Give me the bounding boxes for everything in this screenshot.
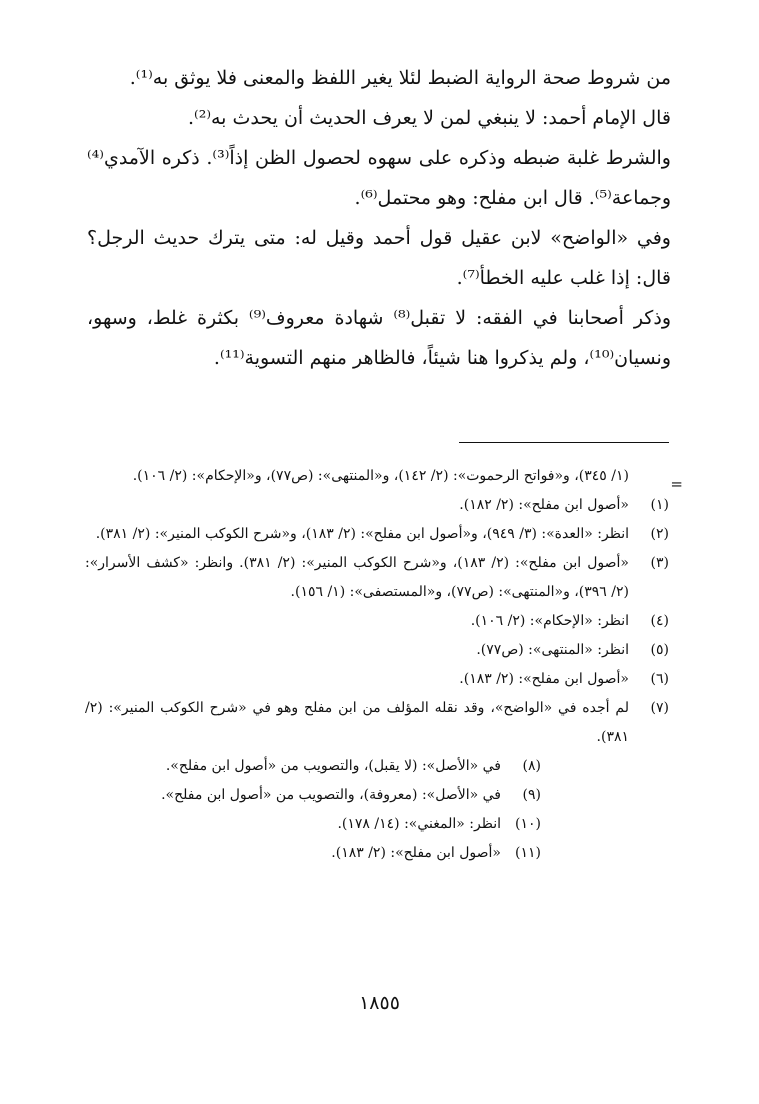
footnote-number: (٨) (522, 758, 541, 774)
footnote-4 (85, 607, 669, 636)
footnote-text: لم أجده في «الواضح»، وقد نقله المؤلف من ابن مفلح وهو في «شرح الكوكب المنير»: (٢/ ٣٨١). (85, 700, 629, 745)
footnote-number: (٧) (650, 700, 669, 716)
footnote-continuation-mark: = (670, 475, 683, 493)
footnote-9 (85, 781, 541, 810)
footnote-text: «أصول ابن مفلح»: (٢/ ١٨٢). (459, 497, 629, 513)
footnote-6 (85, 665, 669, 694)
paragraph-5: وذكر أصحابنا في الفقه: لا تقبل⁽⁸⁾ شهادة معروف⁽⁹⁾ بكثرة غلط، وسهو، ونسيان⁽¹⁰⁾، ولم يذكروا هنا شيئاً، فالظاهر منهم التسوية⁽¹¹⁾. (87, 307, 671, 369)
footnote-text: في «الأصل»: (لا يقبل)، والتصويب من «أصول ابن مفلح». (165, 758, 501, 774)
footnote-number: (٥) (650, 642, 669, 658)
footnotes (85, 462, 669, 868)
footnote-number: (١) (650, 497, 669, 513)
footnote-number: (٢) (650, 526, 669, 542)
footnote-divider (459, 442, 669, 443)
footnote-10 (85, 810, 541, 839)
footnote-text: انظر: «المغني»: (١٤/ ١٧٨). (337, 816, 501, 832)
page-number: ١٨٥٥ (359, 992, 400, 1014)
paragraph-1: من شروط صحة الرواية الضبط لئلا يغير اللفظ والمعنى فلا يوثق به⁽¹⁾. (129, 67, 671, 89)
footnote-text: (١/ ٣٤٥)، و«فواتح الرحموت»: (٢/ ١٤٢)، و«المنتهى»: (ص٧٧)، و«الإحكام»: (٢/ ١٠٦). (132, 468, 629, 484)
main-text (87, 58, 671, 378)
footnote-number: (٤) (650, 613, 669, 629)
footnote-text: «أصول ابن مفلح»: (٢/ ١٨٣). (331, 845, 501, 861)
footnote-11 (85, 839, 541, 868)
footnote-number: (٦) (650, 671, 669, 687)
footnote-text: في «الأصل»: (معروفة)، والتصويب من «أصول ابن مفلح». (161, 787, 501, 803)
footnote-3 (85, 549, 669, 607)
footnote-text: «أصول ابن مفلح»: (٢/ ١٨٣). (459, 671, 629, 687)
paragraph-2: قال الإمام أحمد: لا ينبغي لمن لا يعرف الحديث أن يحدث به⁽²⁾. (187, 107, 671, 129)
footnote-number: (١١) (515, 845, 541, 861)
footnote-text: انظر: «العدة»: (٣/ ٩٤٩)، و«أصول ابن مفلح»: (٢/ ١٨٣)، و«شرح الكوكب المنير»: (٢/ ٣٨١). (95, 526, 629, 542)
footnote-number: (٩) (522, 787, 541, 803)
footnote-2 (85, 520, 669, 549)
footnote-continuation (85, 462, 669, 491)
footnote-number: (٣) (650, 555, 669, 571)
paragraph-3: والشرط غلبة ضبطه وذكره على سهوه لحصول الظن إذاً⁽³⁾. ذكره الآمدي⁽⁴⁾ وجماعة⁽⁵⁾. قال ابن مفلح: وهو محتمل⁽⁶⁾. (87, 147, 671, 209)
footnote-5 (85, 636, 669, 665)
footnote-8 (85, 752, 541, 781)
footnote-text: «أصول ابن مفلح»: (٢/ ١٨٣)، و«شرح الكوكب المنير»: (٢/ ٣٨١). وانظر: «كشف الأسرار»: (٢/ ٣٩٦)، و«المنتهى»: (ص٧٧)، و«المستصفى»: (١/ ١٥٦). (85, 555, 629, 600)
footnote-1 (85, 491, 669, 520)
footnote-text: انظر: «الإحكام»: (٢/ ١٠٦). (470, 613, 629, 629)
footnote-7 (85, 694, 669, 752)
footnote-text: انظر: «المنتهى»: (ص٧٧). (476, 642, 629, 658)
paragraph-4: وفي «الواضح» لابن عقيل قول أحمد وقيل له: متى يترك حديث الرجل؟ قال: إذا غلب عليه الخطأ⁽⁷⁾. (87, 227, 671, 289)
footnote-number: (١٠) (515, 816, 541, 832)
short-footnotes (85, 752, 669, 868)
